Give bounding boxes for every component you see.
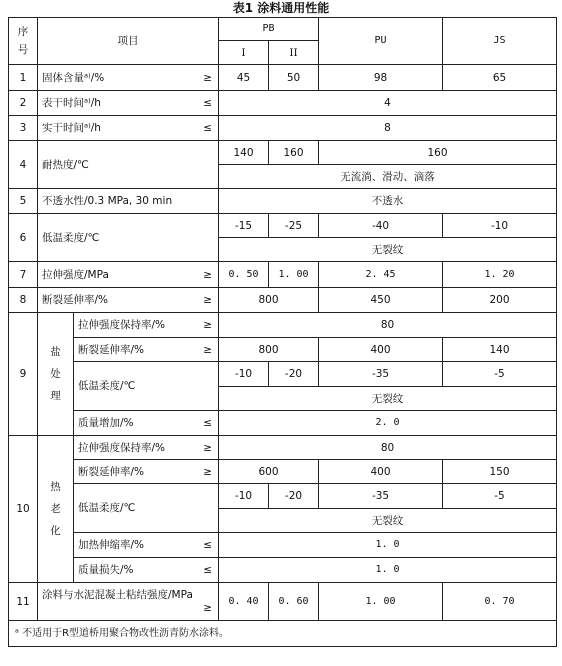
row-item [74, 558, 219, 583]
row-item [74, 411, 219, 436]
item-name: 质量损失/% [78, 564, 134, 576]
value-pb: 800 [219, 338, 319, 362]
value-pu: 400 [319, 338, 443, 362]
value-pu: 2. 45 [319, 262, 443, 288]
value-pb-i: 45 [219, 65, 269, 91]
value-desc: 无裂纹 [219, 238, 557, 262]
compare-symbol: ≥ [203, 294, 212, 306]
value-desc: 无流淌、滑动、滴落 [219, 165, 557, 189]
item-name: 断裂延伸率/% [78, 465, 145, 478]
item-name: 断裂延伸率/% [42, 294, 109, 306]
value-all: 4 [219, 91, 557, 116]
group-label: 盐处理 [38, 313, 74, 436]
compare-symbol: ≥ [203, 71, 212, 84]
header-item: 项目 [38, 18, 219, 65]
value-pu: -35 [319, 484, 443, 509]
row-item [38, 91, 219, 116]
value-pu: 98 [319, 65, 443, 91]
table-row [9, 262, 557, 288]
row-number: 1 [9, 65, 38, 91]
item-name: 耐热度/℃ [38, 141, 219, 189]
header-pu: PU [319, 18, 443, 65]
compare-symbol: ≤ [203, 539, 212, 551]
value-pu: -40 [319, 214, 443, 238]
table-row [9, 621, 557, 647]
compare-symbol: ≥ [203, 268, 212, 281]
compare-symbol: ≥ [203, 319, 212, 331]
compare-symbol: ≥ [203, 441, 212, 454]
compare-symbol: ≤ [203, 97, 212, 109]
value-js: -5 [443, 362, 557, 387]
row-number: 9 [9, 313, 38, 436]
value-desc: 无裂纹 [219, 509, 557, 533]
group-label: 热老化 [38, 436, 74, 583]
value-js: 150 [443, 460, 557, 484]
footnote: ᵃ 不适用于R型道桥用聚合物改性沥青防水涂料。 [9, 621, 557, 647]
value-pb-ii: 0. 60 [269, 583, 319, 621]
row-item [74, 338, 219, 362]
table-row [9, 436, 557, 460]
compare-symbol: ≤ [203, 564, 212, 576]
table-row [9, 214, 557, 238]
value-pb: 800 [219, 288, 319, 313]
table-row [9, 583, 557, 621]
value-js: 200 [443, 288, 557, 313]
value-all: 1. 0 [219, 533, 557, 558]
value-pb-i: -15 [219, 214, 269, 238]
value-pb-ii: -25 [269, 214, 319, 238]
table-row [9, 411, 557, 436]
compare-symbol: ≤ [203, 417, 212, 429]
item-name: 低温柔度/℃ [74, 362, 219, 411]
table-row [9, 141, 557, 165]
value-js: 0. 70 [443, 583, 557, 621]
value-js: -5 [443, 484, 557, 509]
table-row [9, 484, 557, 509]
value-pu: 400 [319, 460, 443, 484]
row-number: 11 [9, 583, 38, 621]
item-name: 不透水性/0.3 MPa, 30 min [38, 189, 219, 214]
value-js: 1. 20 [443, 262, 557, 288]
item-name: 拉伸强度保持率/% [78, 441, 166, 454]
value-pb-ii: -20 [269, 484, 319, 509]
item-name: 拉伸强度/MPa [42, 268, 109, 281]
header-pb-ii: II [269, 41, 319, 65]
table-row [9, 65, 557, 91]
value-all: 80 [219, 436, 557, 460]
header-pb-i: I [219, 41, 269, 65]
row-number: 7 [9, 262, 38, 288]
value-pb-ii: -20 [269, 362, 319, 387]
row-item [38, 288, 219, 313]
row-number: 5 [9, 189, 38, 214]
compare-symbol: ≤ [203, 122, 212, 134]
item-name: 断裂延伸率/% [78, 343, 145, 356]
value-pb-ii: 50 [269, 65, 319, 91]
item-name: 质量增加/% [78, 417, 134, 429]
table-row [9, 362, 557, 387]
row-item [74, 460, 219, 484]
value-pu-js: 160 [319, 141, 557, 165]
row-number: 4 [9, 141, 38, 189]
value-js: 140 [443, 338, 557, 362]
value-js: 65 [443, 65, 557, 91]
table-row [9, 533, 557, 558]
value-pu: -35 [319, 362, 443, 387]
value-pb-ii: 160 [269, 141, 319, 165]
row-item [38, 65, 219, 91]
row-number: 6 [9, 214, 38, 262]
row-number: 2 [9, 91, 38, 116]
value-pb-i: 140 [219, 141, 269, 165]
row-item [74, 436, 219, 460]
value-pb: 600 [219, 460, 319, 484]
value-js: -10 [443, 214, 557, 238]
value-pb-i: 0. 40 [219, 583, 269, 621]
value-pu: 450 [319, 288, 443, 313]
item-name: 加热伸缩率/% [78, 539, 145, 551]
compare-symbol: ≥ [203, 465, 212, 478]
value-all: 80 [219, 313, 557, 338]
row-item [38, 583, 219, 621]
table-row [9, 313, 557, 338]
item-name: 低温柔度/℃ [74, 484, 219, 533]
table-row [9, 460, 557, 484]
table-row [9, 189, 557, 214]
row-number: 8 [9, 288, 38, 313]
item-name: 涂料与水泥混凝土粘结强度/MPa [42, 588, 193, 601]
value-pb-i: -10 [219, 484, 269, 509]
value-all: 不透水 [219, 189, 557, 214]
item-name: 低温柔度/℃ [38, 214, 219, 262]
table-row [9, 116, 557, 141]
item-name: 实干时间ᵃ⁾/h [42, 122, 101, 134]
compare-symbol: ≥ [203, 601, 212, 614]
item-name: 表干时间ᵃ⁾/h [42, 97, 101, 109]
header-seq: 序号 [9, 18, 38, 65]
value-pb-i: 0. 50 [219, 262, 269, 288]
row-item [38, 262, 219, 288]
value-pb-i: -10 [219, 362, 269, 387]
header-js: JS [443, 18, 557, 65]
table-row [9, 288, 557, 313]
table-title: 表1 涂料通用性能 [232, 1, 330, 15]
value-all: 2. 0 [219, 411, 557, 436]
value-pb-ii: 1. 00 [269, 262, 319, 288]
row-item [74, 313, 219, 338]
row-item [74, 533, 219, 558]
value-all: 1. 0 [219, 558, 557, 583]
row-number: 10 [9, 436, 38, 583]
item-name: 拉伸强度保持率/% [78, 319, 166, 331]
table-row [9, 558, 557, 583]
row-number: 3 [9, 116, 38, 141]
value-desc: 无裂纹 [219, 387, 557, 411]
compare-symbol: ≥ [203, 343, 212, 356]
row-item [38, 116, 219, 141]
value-all: 8 [219, 116, 557, 141]
header-pb: PB [219, 18, 319, 41]
performance-table [8, 17, 557, 647]
table-row [9, 91, 557, 116]
item-name: 固体含量ᵃ⁾/% [42, 71, 105, 84]
table-row [9, 338, 557, 362]
value-pu: 1. 00 [319, 583, 443, 621]
